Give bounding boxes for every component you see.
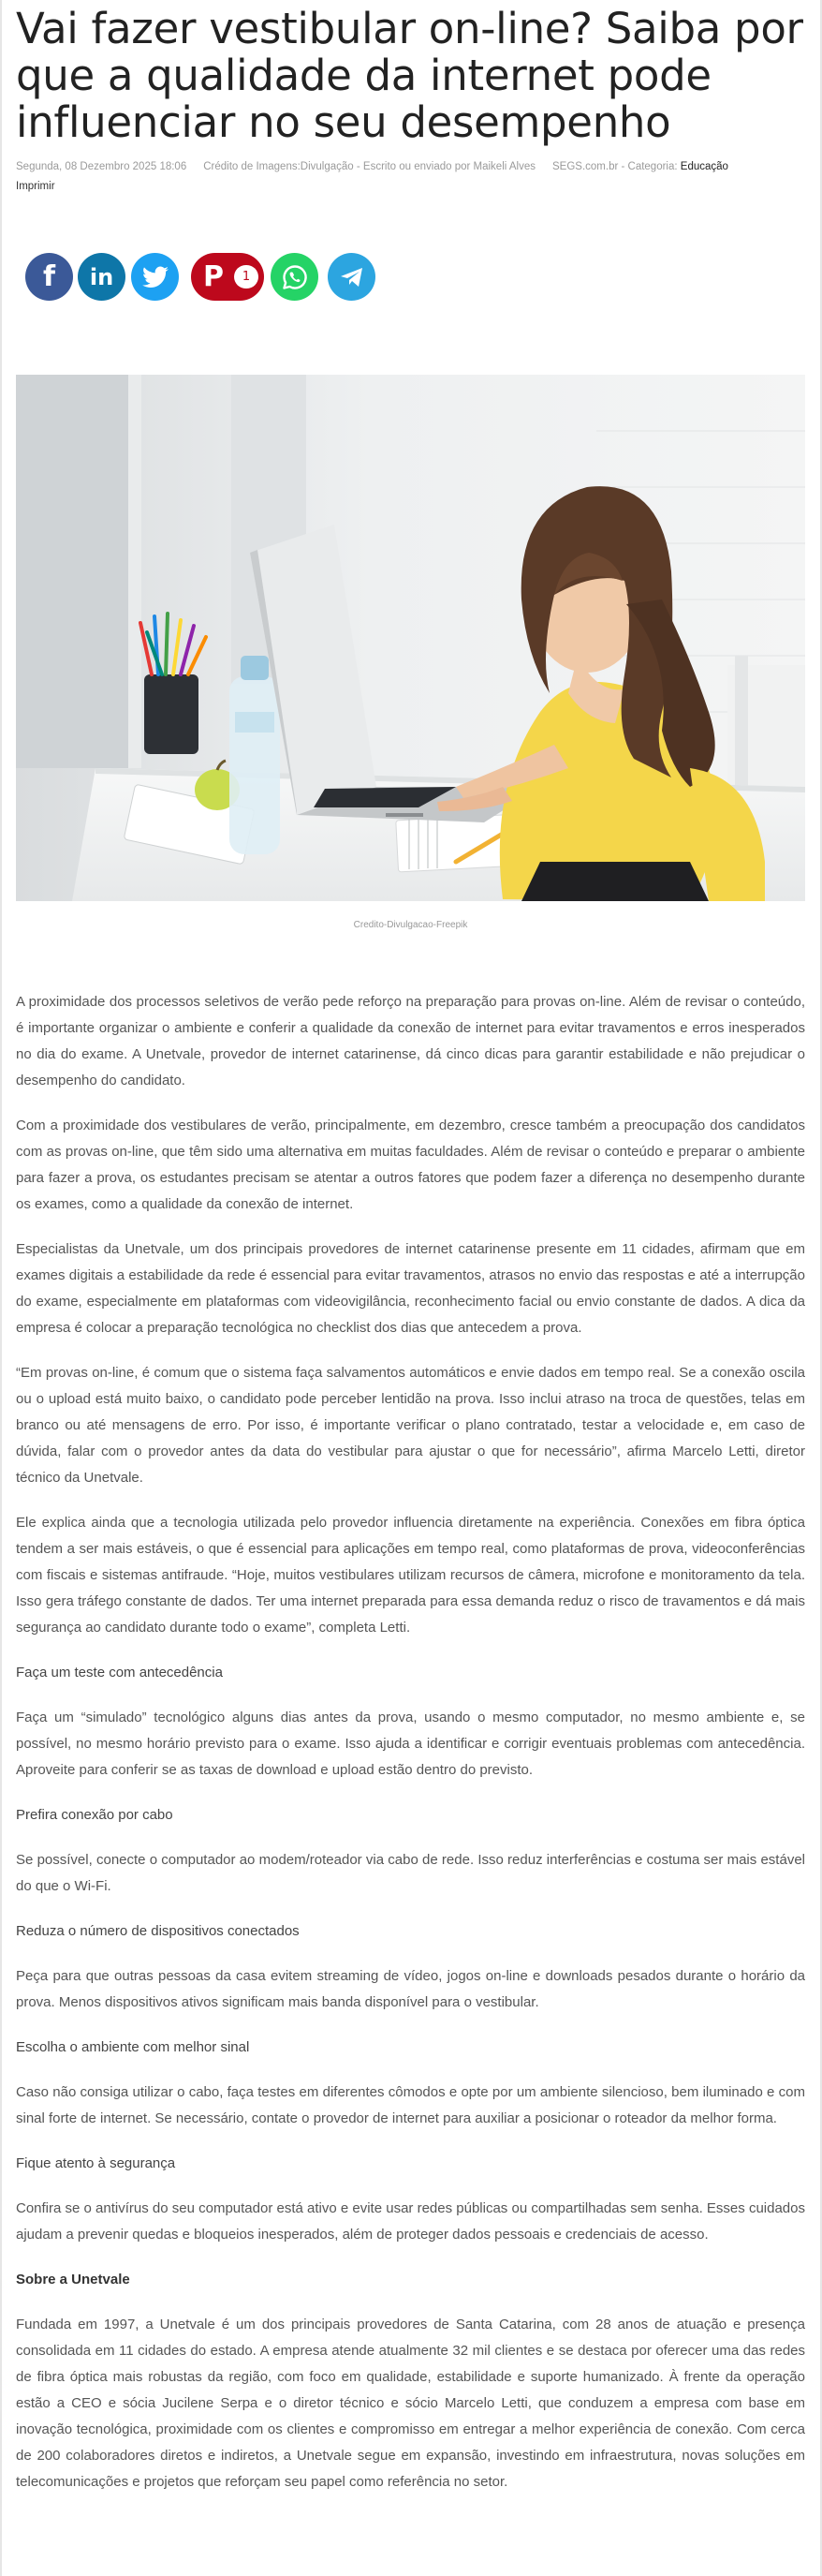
telegram-share-button[interactable] bbox=[328, 253, 375, 301]
twitter-share-button[interactable] bbox=[131, 253, 179, 301]
paragraph: Caso não consiga utilizar o cabo, faça testes em diferentes cômodos e opte por um ambiente silencioso, bem iluminado e com sinal forte de internet. Se necessário, contate o provedor de internet para auxiliar a posicionar o roteador da melhor forma. bbox=[16, 2084, 805, 2126]
paragraph: Peça para que outras pessoas da casa evitem streaming de vídeo, jogos on-line e downloads pesados durante o horário da prova. Menos dispositivos ativos significam mais banda disponível para o vestibular. bbox=[16, 1968, 805, 2010]
facebook-icon: f bbox=[42, 260, 56, 293]
paragraph: Ele explica ainda que a tecnologia utilizada pelo provedor influencia diretamente na experiência. Conexões em fibra óptica tendem a ser mais estáveis, o que é essencial para aplicações em tempo real, como plataformas de prova, videoconferências com fiscais e sistemas antifraude. “Hoje, muitos vestibulares utilizam recursos de câmera, microfone e monitoramento da tela. Isso gera tráfego constante de dados. Ter uma internet preparada para essa demanda reduz o risco de travamentos e dá mais segurança ao candidato durante todo o exame”, completa Letti. bbox=[16, 1515, 805, 1636]
tip-heading: Faça um teste com antecedência bbox=[16, 1665, 223, 1680]
whatsapp-icon bbox=[281, 263, 309, 291]
paragraph: “Em provas on-line, é comum que o sistema faça salvamentos automáticos e envie dados em tempo real. Se a conexão oscila ou o upload está muito baixo, o candidato pode perceber lentidão na prova. Isso inclui atraso na troca de questões, telas em branco ou até mensagens de erro. Por isso, é importante verificar o plano contratado, testar a velocidade e, em caso de dúvida, falar com o provedor antes da data do vestibular para ajustar o que for necessário”, afirma Marcelo Letti, diretor técnico da Unetvale. bbox=[16, 1365, 805, 1486]
paragraph: Fundada em 1997, a Unetvale é um dos principais provedores de Santa Catarina, com 28 anos de atuação e presença consolidada em 11 cidades do estado. A empresa atende atualmente 32 mil clientes e se destaca por oferecer uma das redes de fibra óptica mais robustas da região, com foco em qualidade, estabilidade e suporte humanizado. À frente da operação estão a CEO e sócia Jucilene Serpa e o diretor técnico e sócio Marcelo Letti, que conduzem a empresa com base em inovação tecnológica, proximidade com os clientes e compromisso em entregar a melhor experiência de conexão. Com cerca de 200 colaboradores diretos e indiretos, a Unetvale segue em expansão, investindo em infraestrutura, novas soluções em telecomunicações e projetos que reforçam seu papel como referência no setor. bbox=[16, 2317, 805, 2490]
paragraph: Se possível, conecte o computador ao modem/roteador via cabo de rede. Isso reduz interferências e costuma ser mais estável do que o Wi-Fi. bbox=[16, 1852, 805, 1894]
paragraph: Com a proximidade dos vestibulares de verão, principalmente, em dezembro, cresce também a preocupação dos candidatos com as provas on-line, que têm sido uma alternativa em muitas faculdades. Além de revisar o conteúdo e preparar o ambiente para fazer a prova, os estudantes precisam se atentar a outros fatores que podem fazer a diferença no desempenho durante os exames, como a qualidade da conexão de internet. bbox=[16, 1118, 805, 1212]
pinterest-icon: P bbox=[203, 260, 224, 293]
article-meta bbox=[16, 159, 812, 174]
pinterest-share-count: 1 bbox=[234, 265, 258, 289]
paragraph: A proximidade dos processos seletivos de verão pede reforço na preparação para provas on-line. Além de revisar o conteúdo, é importante organizar o ambiente e conferir a qualidade da conexão de internet para evitar travamentos e erros inesperados no dia do exame. A Unetvale, provedor de internet catarinense, dá cinco dicas para garantir estabilidade e não prejudicar o desempenho do candidato. bbox=[16, 994, 805, 1088]
tip-heading: Reduza o número de dispositivos conectados bbox=[16, 1923, 300, 1939]
linkedin-share-button[interactable] bbox=[78, 253, 125, 301]
whatsapp-share-button[interactable] bbox=[271, 253, 318, 301]
facebook-share-button[interactable] bbox=[25, 253, 73, 301]
linkedin-icon: in bbox=[89, 263, 114, 290]
image-caption: Credito-Divulgacao-Freepik bbox=[353, 920, 468, 930]
article-body bbox=[16, 989, 805, 2514]
paragraph: Especialistas da Unetvale, um dos principais provedores de internet catarinense presente em 11 cidades, afirmam que em exames digitais a estabilidade da rede é essencial para evitar travamentos, atrasos no envio das respostas e até a interrupção do exame, especialmente em plataformas com videovigilância, reconhecimento facial ou envio constante de dados. A dica da empresa é colocar a preparação tecnológica no checklist dos dias que antecedem a prova. bbox=[16, 1241, 805, 1336]
twitter-icon bbox=[142, 266, 169, 289]
article-title: Vai fazer vestibular on-line? Saiba por que a qualidade da internet pode influenciar no seu desempenho bbox=[16, 4, 803, 147]
print-link[interactable]: Imprimir bbox=[16, 181, 55, 192]
image-credit: Crédito de Imagens:Divulgação - Escrito ou enviado por Maikeli Alves bbox=[203, 161, 536, 172]
tip-heading: Escolha o ambiente com melhor sinal bbox=[16, 2039, 250, 2055]
pinterest-share-button[interactable] bbox=[191, 253, 264, 301]
telegram-icon bbox=[339, 266, 365, 289]
tip-heading: Fique atento à segurança bbox=[16, 2155, 176, 2171]
girl-studying-laptop-illustration bbox=[16, 375, 805, 901]
category-link[interactable]: Educação bbox=[680, 161, 728, 172]
paragraph: Confira se o antivírus do seu computador está ativo e evite usar redes públicas ou compartilhadas sem senha. Esses cuidados ajudam a prevenir quedas e bloqueios inesperados, além de proteger dados pessoais e credenciais de acesso. bbox=[16, 2200, 805, 2243]
page-left-border bbox=[0, 0, 2, 2576]
paragraph: Faça um “simulado” tecnológico alguns dias antes da prova, usando o mesmo computador, no mesmo ambiente e, se possível, no mesmo horário previsto para o exame. Isso ajuda a identificar e corrigir eventuais problemas com antecedência. Aproveite para conferir se as taxas de download e upload estão dentro do previsto. bbox=[16, 1710, 805, 1778]
publish-date: Segunda, 08 Dezembro 2025 18:06 bbox=[16, 161, 187, 172]
tip-heading: Prefira conexão por cabo bbox=[16, 1807, 173, 1823]
article-photo bbox=[16, 375, 805, 901]
source-label: SEGS.com.br - Categoria: bbox=[552, 161, 678, 172]
section-heading-about: Sobre a Unetvale bbox=[16, 2272, 130, 2287]
